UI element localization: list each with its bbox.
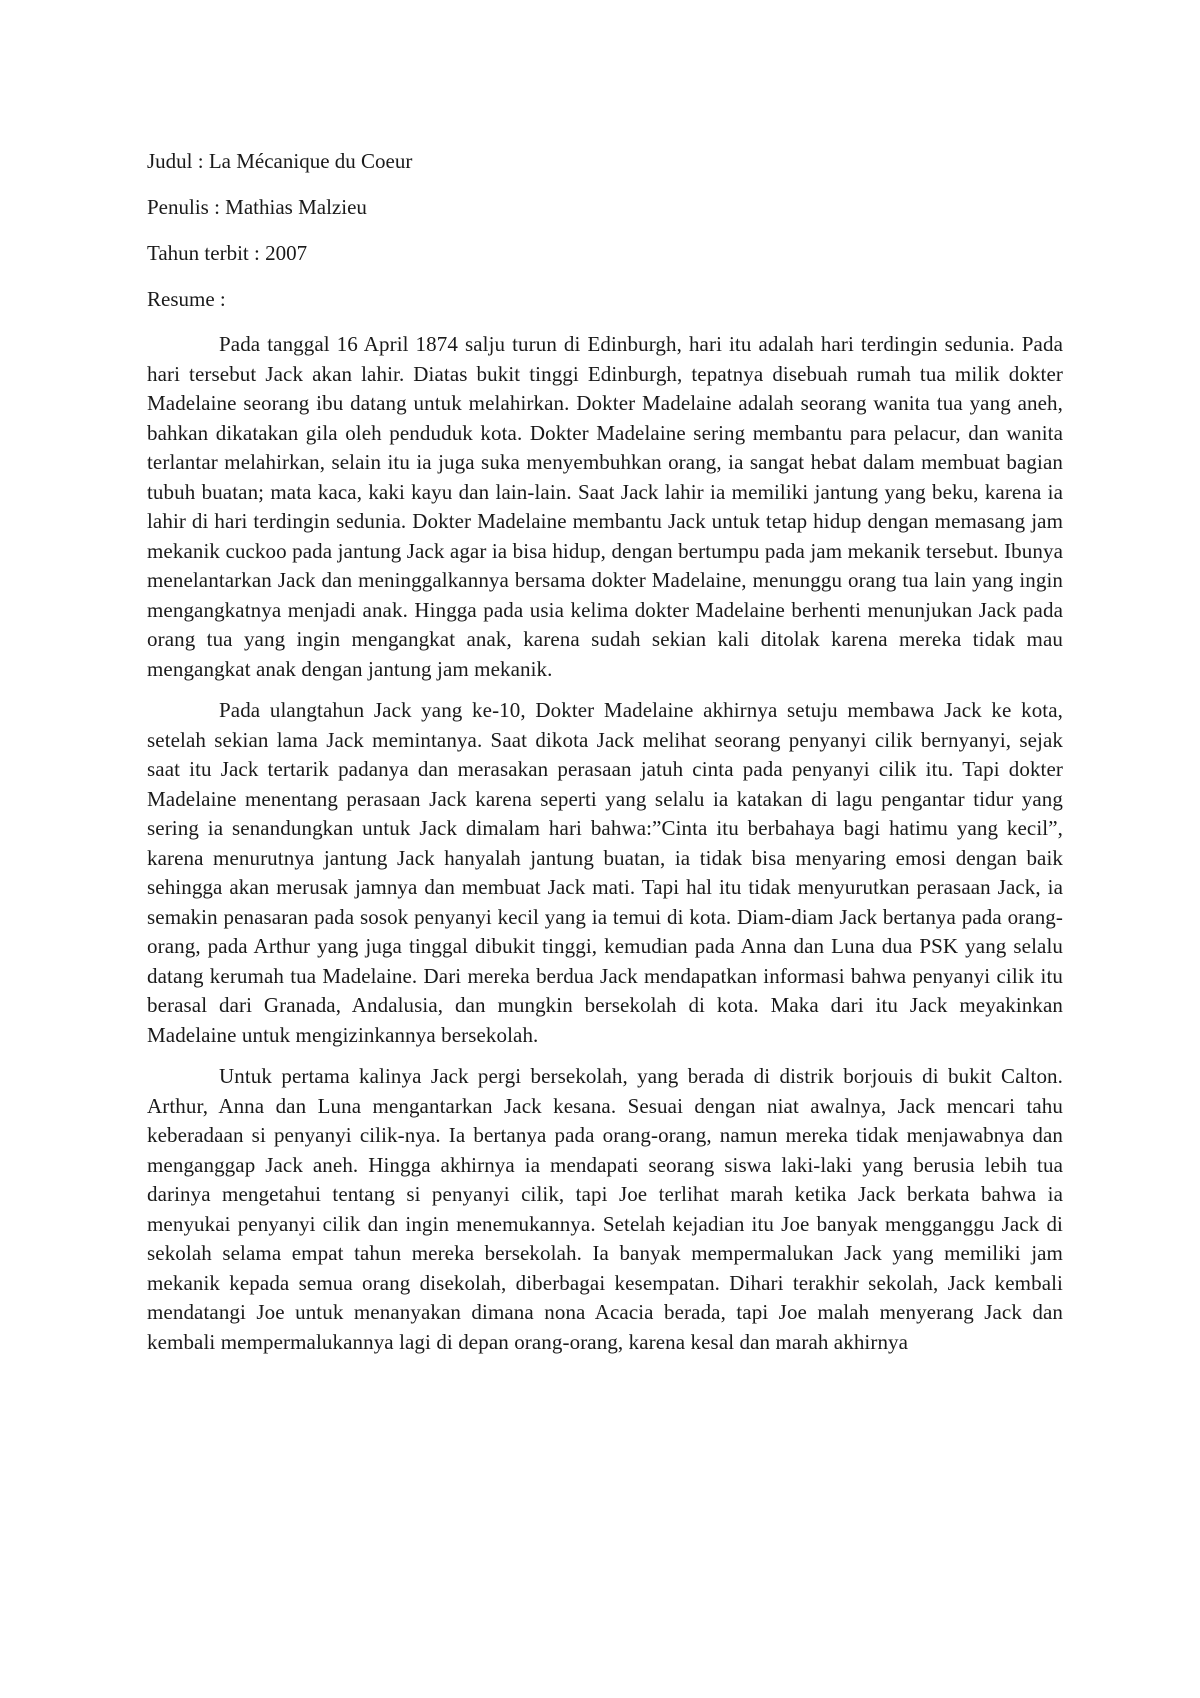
- resume-paragraph-1: Pada tanggal 16 April 1874 salju turun di Edinburgh, hari itu adalah hari terdingin sedunia. Pada hari tersebut Jack akan lahir. Diatas bukit tinggi Edinburgh, tepatnya disebuah rumah tua milik dokter Madelaine seorang ibu datang untuk melahirkan. Dokter Madelaine adalah seorang wanita tua yang aneh, bahkan dikatakan gila oleh penduduk kota. Dokter Madelaine sering membantu para pelacur, dan wanita terlantar melahirkan, selain itu ia juga suka menyembuhkan orang, ia sangat hebat dalam membuat bagian tubuh buatan; mata kaca, kaki kayu dan lain-lain. Saat Jack lahir ia memiliki jantung yang beku, karena ia lahir di hari terdingin sedunia. Dokter Madelaine membantu Jack untuk tetap hidup dengan memasang jam mekanik cuckoo pada jantung Jack agar ia bisa hidup, dengan bertumpu pada jam mekanik tersebut. Ibunya menelantarkan Jack dan meninggalkannya bersama dokter Madelaine, menunggu orang tua lain yang ingin mengangkatnya menjadi anak. Hingga pada usia kelima dokter Madelaine berhenti menunjukan Jack pada orang tua yang ingin mengangkat anak, karena sudah sekian kali ditolak karena mereka tidak mau mengangkat anak dengan jantung jam mekanik.: [147, 332, 1063, 681]
- resume-heading: Resume :: [147, 287, 226, 311]
- author-line: Penulis : Mathias Malzieu: [147, 195, 367, 219]
- resume-paragraph-3: Untuk pertama kalinya Jack pergi bersekolah, yang berada di distrik borjouis di bukit Calton. Arthur, Anna dan Luna mengantarkan Jack kesana. Sesuai dengan niat awalnya, Jack mencari tahu keberadaan si penyanyi cilik-nya. Ia bertanya pada orang-orang, namun mereka tidak menjawabnya dan menganggap Jack aneh. Hingga akhirnya ia mendapati seorang siswa laki-laki yang berusia lebih tua darinya mengetahui tentang si penyanyi cilik, tapi Joe terlihat marah ketika Jack berkata bahwa ia menyukai penyanyi cilik dan ingin menemukannya. Setelah kejadian itu Joe banyak mengganggu Jack di sekolah selama empat tahun mereka bersekolah. Ia banyak mempermalukan Jack yang memiliki jam mekanik kepada semua orang disekolah, diberbagai kesempatan. Dihari terakhir sekolah, Jack kembali mendatangi Joe untuk menanyakan dimana nona Acacia berada, tapi Joe malah menyerang Jack dan kembali mempermalukannya lagi di depan orang-orang, karena kesal dan marah akhirnya: [147, 1064, 1063, 1354]
- book-title-line: Judul : La Mécanique du Coeur: [147, 149, 413, 173]
- publication-year-line: Tahun terbit : 2007: [147, 241, 308, 265]
- document-body: [147, 146, 1063, 1369]
- resume-paragraph-2: Pada ulangtahun Jack yang ke-10, Dokter Madelaine akhirnya setuju membawa Jack ke kota, setelah sekian lama Jack memintanya. Saat dikota Jack melihat seorang penyanyi cilik bernyanyi, sejak saat itu Jack tertarik padanya dan merasakan perasaan jatuh cinta pada penyanyi cilik itu. Tapi dokter Madelaine menentang perasaan Jack karena seperti yang selalu ia katakan di lagu pengantar tidur yang sering ia senandungkan untuk Jack dimalam hari bahwa:”Cinta itu berbahaya bagi hatimu yang kecil”, karena menurutnya jantung Jack hanyalah jantung buatan, ia tidak bisa menyaring emosi dengan baik sehingga akan merusak jamnya dan membuat Jack mati. Tapi hal itu tidak menyurutkan perasaan Jack, ia semakin penasaran pada sosok penyanyi kecil yang ia temui di kota. Diam-diam Jack bertanya pada orang-orang, pada Arthur yang juga tinggal dibukit tinggi, kemudian pada Anna dan Luna dua PSK yang selalu datang kerumah tua Madelaine. Dari mereka berdua Jack mendapatkan informasi bahwa penyanyi cilik itu berasal dari Granada, Andalusia, dan mungkin bersekolah di kota. Maka dari itu Jack meyakinkan Madelaine untuk mengizinkannya bersekolah.: [147, 698, 1063, 1047]
